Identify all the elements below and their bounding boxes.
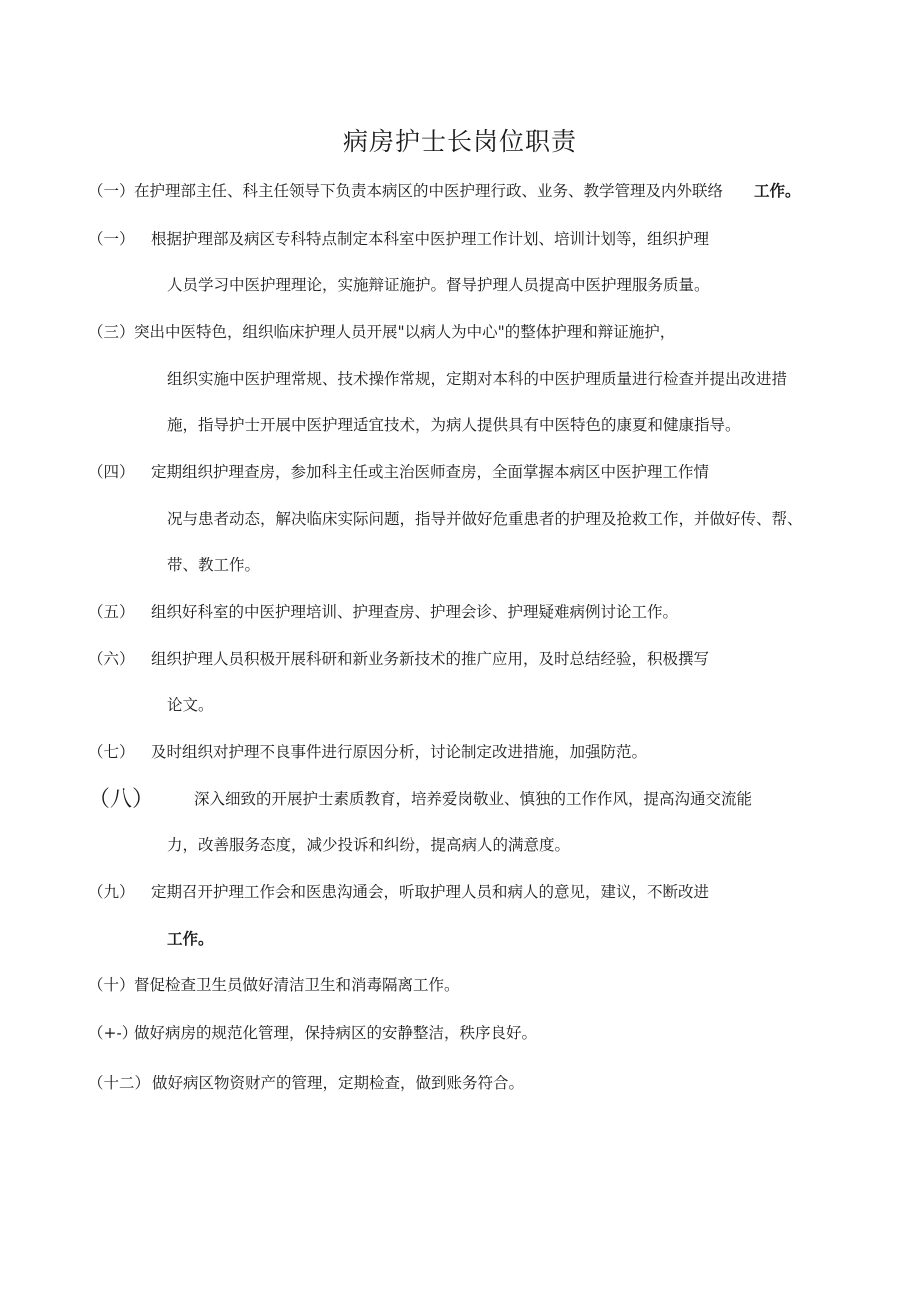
item-3-marker: （三） <box>88 323 135 341</box>
item-4-marker: （四） <box>88 463 135 481</box>
item-3-line-2: 组织实施中医护理常规、技术操作常规，定期对本科的中医护理质量进行检查并提出改进措 <box>167 370 788 388</box>
item-4-line-2: 况与患者动态，解决临床实际问题，指导并做好危重患者的护理及抢救工作，并做好传、帮、 <box>167 510 803 528</box>
item-9-marker: （九） <box>88 883 135 901</box>
item-6-line-1: 组织护理人员积极开展科研和新业务新技术的推广应用，及时总结经验，积极撰写 <box>151 650 710 668</box>
item-8-line-2: 力，改善服务态度，减少投诉和纠纷，提高病人的满意度。 <box>167 836 571 854</box>
page-title: 病房护士长岗位职责 <box>342 127 577 156</box>
item-10-line-1: 督促检查卫生员做好清洁卫生和消毒隔离工作。 <box>134 976 460 994</box>
item-5-marker: （五） <box>88 603 135 621</box>
item-5-line-1: 组织好科室的中医护理培训、护理查房、护理会诊、护理疑难病例讨论工作。 <box>151 603 679 621</box>
item-9-line-1: 定期召开护理工作会和医患沟通会，听取护理人员和病人的意见，建议，不断改进 <box>151 883 710 901</box>
item-10-marker: （十） <box>88 976 135 994</box>
item-2-marker: （一） <box>88 230 135 248</box>
item-1-line-1: 在护理部主任、科主任领导下负责本病区的中医护理行政、业务、教学管理及内外联络 <box>134 182 724 200</box>
item-3-line-3: 施，指导护士开展中医护理适宜技术，为病人提供具有中医特色的康夏和健康指导。 <box>167 416 741 434</box>
item-12-line-1: 做好病区物资财产的管理，定期检查，做到账务符合。 <box>152 1074 525 1092</box>
item-8-line-1: 深入细致的开展护士素质教育，培养爱岗敬业、慎独的工作作风，提高沟通交流能 <box>194 790 753 808</box>
item-9-line-2: 工作。 <box>167 929 214 948</box>
item-8-marker: （八） <box>88 787 155 812</box>
item-3-line-1: 突出中医特色，组织临床护理人员开展"以病人为中心"的整体护理和辩证施护， <box>134 323 676 341</box>
item-2-line-1: 根据护理部及病区专科特点制定本科室中医护理工作计划、培训计划等，组织护理 <box>151 230 710 248</box>
item-4-line-3: 带、教工作。 <box>167 556 261 574</box>
item-6-marker: （六） <box>88 650 135 668</box>
item-4-line-1: 定期组织护理查房，参加科主任或主治医师查房，全面掌握本病区中医护理工作情 <box>151 463 710 481</box>
item-1-line-2: 工作。 <box>754 181 801 200</box>
item-7-marker: （七） <box>88 743 135 761</box>
item-12-marker: （十二） <box>88 1074 151 1092</box>
item-11-marker: （+-） <box>88 1024 138 1042</box>
item-11-line-1: 做好病房的规范化管理，保持病区的安静整洁，秩序良好。 <box>134 1024 538 1042</box>
item-2-line-2: 人员学习中医护理理论，实施辩证施护。督导护理人员提高中医护理服务质量。 <box>167 276 710 294</box>
item-7-line-1: 及时组织对护理不良事件进行原因分析，讨论制定改进措施，加强防范。 <box>151 743 648 761</box>
item-6-line-2: 论文。 <box>167 696 214 714</box>
item-1-marker: （一） <box>88 182 135 200</box>
